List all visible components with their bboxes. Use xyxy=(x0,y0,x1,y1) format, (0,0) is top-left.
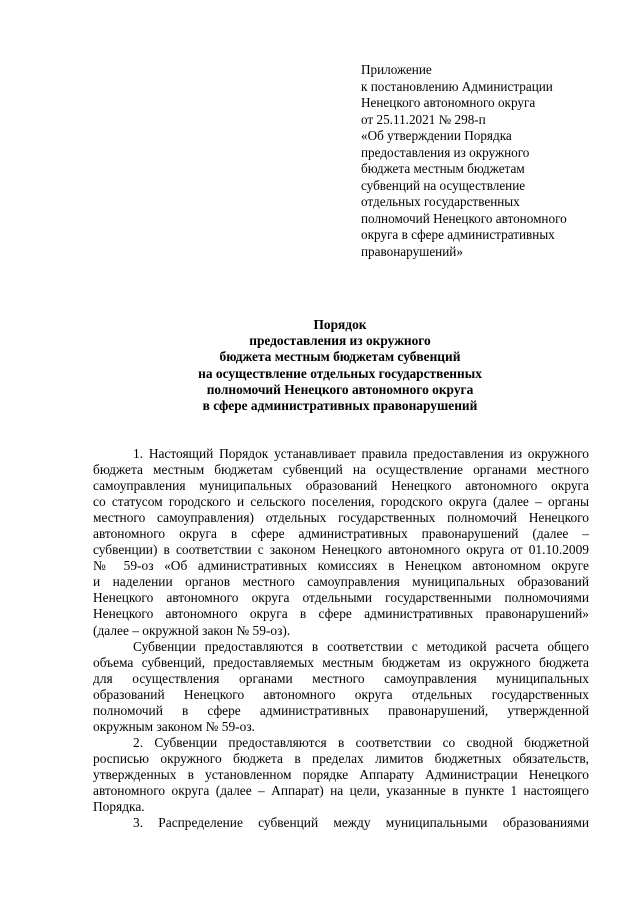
paragraph-3-line: 2. Субвенции предоставляются в соответствии со сводной бюджетной xyxy=(133,734,589,750)
paragraph-1-line: Ненецкого автономного округа в сфере административных правонарушений» xyxy=(93,606,589,622)
paragraph-3-line: утвержденных в установленном порядке Аппарату Администрации Ненецкого xyxy=(93,766,589,782)
appendix-line: Ненецкого автономного округа xyxy=(361,95,536,110)
paragraph-2-line: Субвенции предоставляются в соответствии с методикой расчета общего xyxy=(133,638,589,654)
appendix-line: предоставления из окружного xyxy=(361,144,530,160)
paragraph-1-line: Ненецкого автономного округа отдельными государственными полномочиями xyxy=(93,590,589,606)
appendix-line: «Об утверждении Порядка xyxy=(361,128,512,143)
title-line: бюджета местным бюджетам субвенций xyxy=(219,349,461,365)
appendix-line: от 25.11.2021 № 298-п xyxy=(361,111,486,127)
paragraph-1-line: № 59-оз «Об административных комиссиях в Ненецком автономном округе xyxy=(93,558,589,574)
paragraph-4-line: 3. Распределение субвенций между муниципальными образованиями xyxy=(133,815,589,831)
document-title xyxy=(0,317,640,414)
paragraph-3-line: Порядка. xyxy=(93,799,145,815)
appendix-line: субвенций на осуществление xyxy=(361,177,526,193)
paragraph-1-line: автономного округа в сфере административных правонарушений (далее – xyxy=(93,526,589,542)
title-line: в сфере административных правонарушений xyxy=(202,398,478,414)
paragraph-2-line: образований Ненецкого автономного округа отдельных государственных xyxy=(93,686,589,702)
title-line: полномочий Ненецкого автономного округа xyxy=(206,381,474,397)
appendix-line: отдельных государственных xyxy=(361,194,520,209)
paragraph-1-line: со статусом городского и сельского поселения, городского округа (далее – органы xyxy=(93,494,589,510)
paragraph-1-line: бюджета местным бюджетам субвенций на осуществление органами местного xyxy=(93,462,589,478)
title-line: предоставления из окружного xyxy=(249,333,431,349)
appendix-line: бюджета местным бюджетам xyxy=(361,161,525,176)
paragraph-2-line: полномочий в сфере административных правонарушений, утвержденной xyxy=(93,702,589,718)
paragraph-2-line: окружным законом № 59-оз. xyxy=(93,718,255,734)
appendix-line: к постановлению Администрации xyxy=(361,78,553,94)
appendix-line: полномочий Ненецкого автономного xyxy=(361,210,567,226)
paragraph-1-line: самоуправления муниципальных образований Ненецкого автономного округа xyxy=(93,478,589,494)
paragraph-1-line: (далее – окружной закон № 59-оз). xyxy=(93,622,291,638)
paragraph-1-line: субвенции) в соответствии с законом Ненецкого автономного округа от 01.10.2009 xyxy=(93,542,589,558)
appendix-line: Приложение xyxy=(361,62,432,77)
appendix-line: округа в сфере административных xyxy=(361,227,555,242)
title-line: на осуществление отдельных государственных xyxy=(198,365,482,381)
document-body xyxy=(93,446,589,831)
paragraph-3-line: росписью окружного бюджета в пределах лимитов бюджетных обязательств, xyxy=(93,750,589,766)
appendix-line: правонарушений» xyxy=(361,243,463,259)
paragraph-2-line: объема субвенций, предоставляемых местным бюджетам из окружного бюджета xyxy=(93,654,589,670)
paragraph-3-line: автономного округа (далее – Аппарат) на цели, указанные в пункте 1 настоящего xyxy=(93,782,589,798)
paragraph-1-line: местного самоуправления) отдельных государственных полномочий Ненецкого xyxy=(93,510,589,526)
paragraph-1-line: и наделении органов местного самоуправления муниципальных образований xyxy=(93,574,589,590)
title-line: Порядок xyxy=(313,317,367,332)
appendix-block xyxy=(361,62,631,260)
paragraph-2-line: для осуществления органами местного самоуправления муниципальных xyxy=(93,670,589,686)
paragraph-1-line: 1. Настоящий Порядок устанавливает правила предоставления из окружного xyxy=(133,446,589,461)
